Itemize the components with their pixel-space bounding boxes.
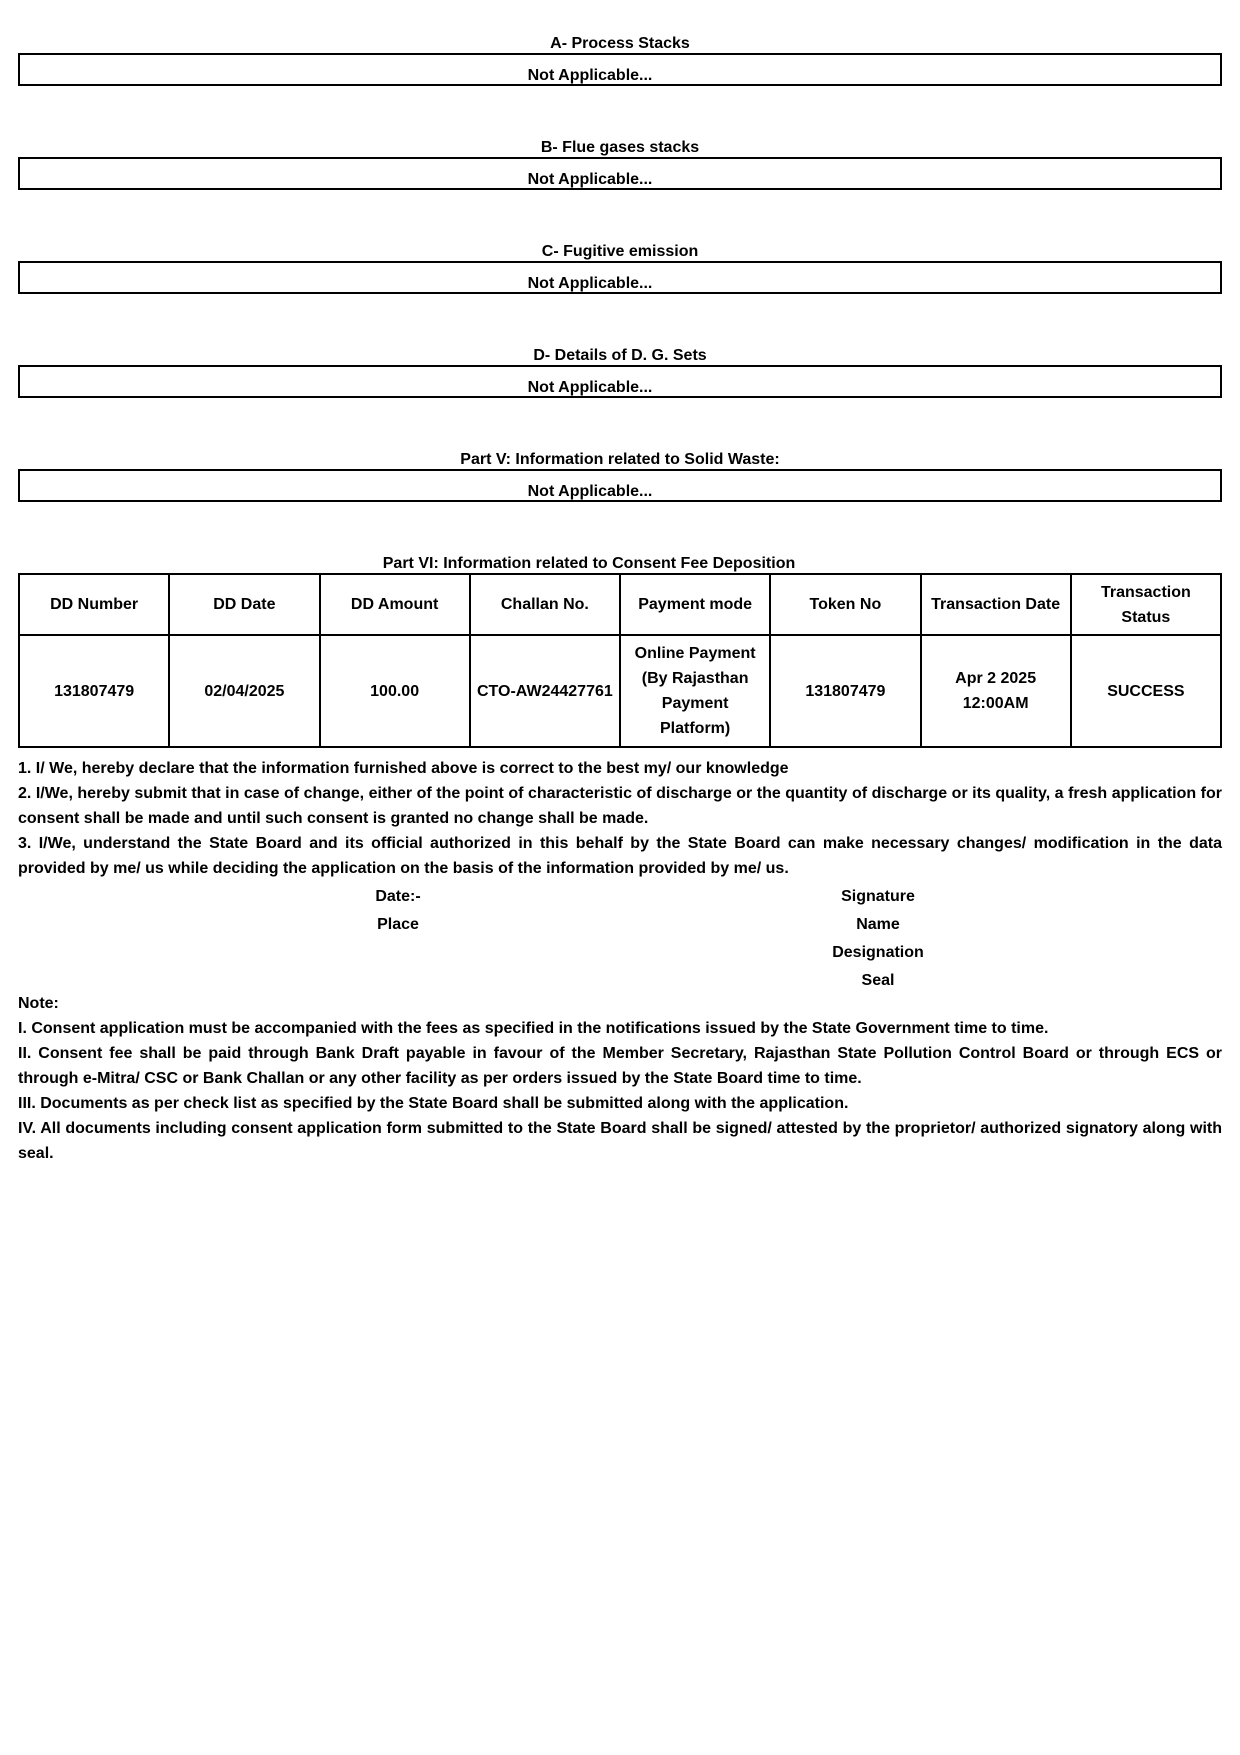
section-title: C- Fugitive emission — [541, 243, 699, 260]
table-cell: SUCCESS — [1071, 635, 1221, 747]
not-applicable-box: Not Applicable... — [18, 365, 1222, 398]
section-title: B- Flue gases stacks — [540, 139, 700, 156]
section-title: A- Process Stacks — [550, 35, 690, 52]
column-header: Challan No. — [470, 574, 620, 635]
not-applicable-box: Not Applicable... — [18, 261, 1222, 294]
notes-heading: Note: — [18, 995, 59, 1012]
table-cell: 02/04/2025 — [169, 635, 319, 747]
table-cell: 131807479 — [19, 635, 169, 747]
table-cell: 100.00 — [320, 635, 470, 747]
seal-label: Seal — [861, 972, 895, 989]
note-item: III. Documents as per check list as specified by the State Board shall be submitted along with the application. — [18, 1095, 849, 1112]
section-title: D- Details of D. G. Sets — [533, 347, 707, 364]
document-page — [18, 34, 1222, 1166]
not-applicable-box: Not Applicable... — [18, 469, 1222, 502]
table-cell: 131807479 — [770, 635, 920, 747]
column-header: Token No — [770, 574, 920, 635]
note-item: IV. All documents including consent application form submitted to the State Board shall be signed/ attested by the proprietor/ authorized signatory along with seal. — [18, 1120, 1222, 1162]
section-solid-waste — [18, 450, 1222, 502]
column-header: DD Amount — [320, 574, 470, 635]
consent-fee-table — [18, 573, 1222, 748]
declarations — [18, 756, 1222, 881]
section-title: Part VI: Information related to Consent Fee Deposition — [382, 555, 796, 572]
declaration-item: 2. I/We, hereby submit that in case of change, either of the point of characteristic of discharge or the quantity of discharge or its quality, a fresh application for consent shall be made and until such consent is granted no change shall be made. — [18, 785, 1222, 827]
place-label: Place — [377, 916, 419, 933]
not-applicable-box: Not Applicable... — [18, 157, 1222, 190]
column-header: DD Date — [169, 574, 319, 635]
table-cell: Online Payment (By Rajasthan Payment Platform) — [620, 635, 770, 747]
table-cell: CTO-AW24427761 — [470, 635, 620, 747]
table-row — [19, 635, 1221, 747]
name-label: Name — [856, 916, 900, 933]
designation-label: Designation — [832, 944, 924, 961]
not-applicable-box: Not Applicable... — [18, 53, 1222, 86]
signature-block — [18, 883, 1222, 991]
signature-label: Signature — [841, 888, 915, 905]
date-place-labels — [308, 883, 488, 939]
notes — [18, 991, 1222, 1166]
section-dg-sets — [18, 346, 1222, 398]
note-item: I. Consent application must be accompanied with the fees as specified in the notifications issued by the State Government time to time. — [18, 1020, 1049, 1037]
table-cell: Apr 2 2025 12:00AM — [921, 635, 1071, 747]
date-label: Date:- — [375, 888, 421, 905]
column-header: Transaction Date — [921, 574, 1071, 635]
declaration-item: 3. I/We, understand the State Board and its official authorized in this behalf by the State Board can make necessary changes/ modification in the data provided by me/ us while deciding the application on the basis of the information provided by me/ us. — [18, 835, 1222, 877]
column-header: Transaction Status — [1071, 574, 1221, 635]
note-item: II. Consent fee shall be paid through Bank Draft payable in favour of the Member Secretary, Rajasthan State Pollution Control Board or through ECS or through e-Mitra/ CSC or Bank Challan or any other facility as per orders issued by the State Board time to time. — [18, 1045, 1222, 1087]
column-header: Payment mode — [620, 574, 770, 635]
declaration-item: 1. I/ We, hereby declare that the information furnished above is correct to the best my/ our knowledge — [18, 760, 789, 777]
section-consent-fee — [18, 554, 1222, 748]
section-fugitive-emission — [18, 242, 1222, 294]
signatory-labels — [788, 883, 968, 995]
section-title: Part V: Information related to Solid Waste: — [460, 451, 780, 468]
column-header: DD Number — [19, 574, 169, 635]
section-flue-gases-stacks — [18, 138, 1222, 190]
table-header-row — [19, 574, 1221, 635]
section-process-stacks — [18, 34, 1222, 86]
